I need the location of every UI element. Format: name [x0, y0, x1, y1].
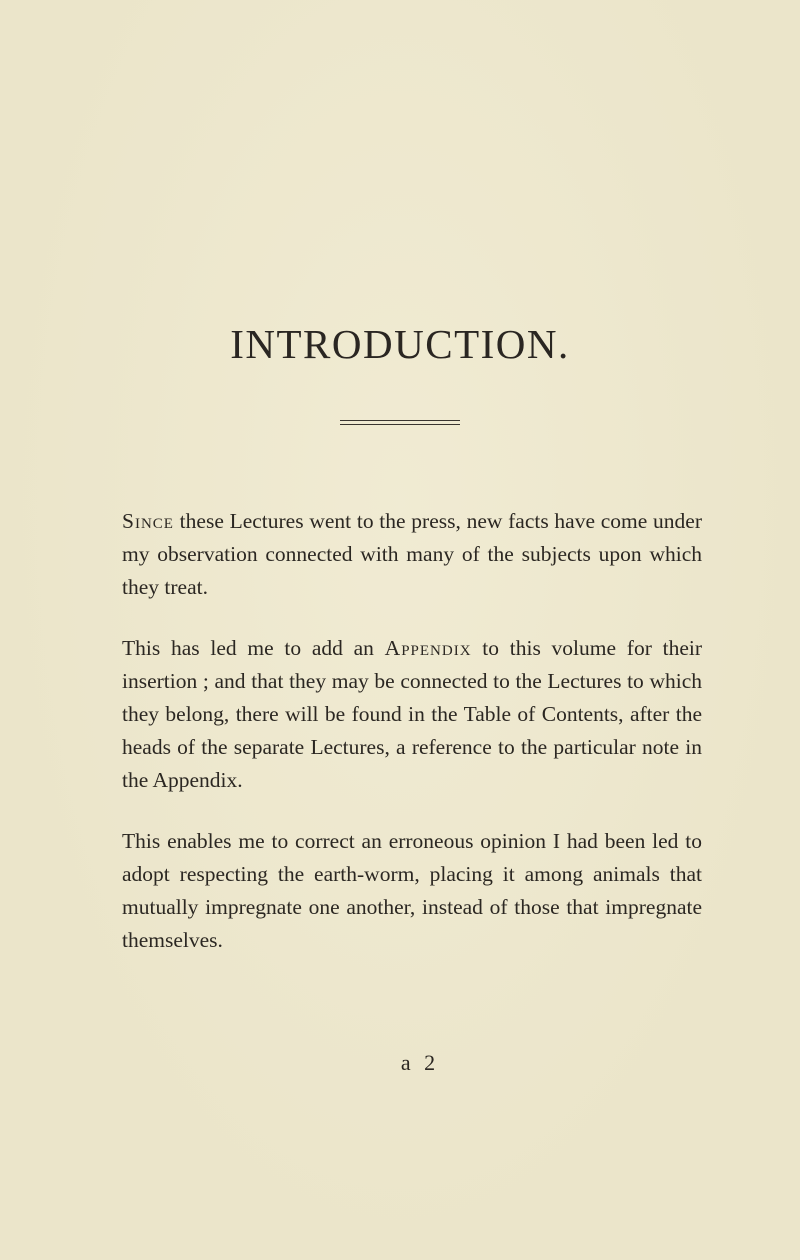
paragraph-1 [122, 505, 702, 604]
paragraph-2-before: This has led me to add an [122, 636, 385, 660]
body-text [122, 505, 702, 985]
paragraph-2-appendix: Appendix [384, 636, 472, 660]
paragraph-1-text: these Lectures went to the press, new facts have come under my observation connected with many of the subjects upon which they treat. [122, 509, 702, 599]
title-double-rule [340, 420, 460, 425]
paragraph-3 [122, 825, 702, 957]
paragraph-3-text: This enables me to correct an erroneous opinion I had been led to adopt respecting the earth-worm, placing it among animals that mutually impregnate one another, instead of those that impregnate themselves. [122, 829, 702, 952]
signature-mark: a 2 [400, 1050, 440, 1075]
paragraph-2 [122, 632, 702, 797]
paragraph-1-lead: Since [122, 509, 174, 533]
page-title: INTRODUCTION. [230, 321, 570, 367]
paragraph-2-after: to this volume for their insertion ; and that they may be connected to the Lectures to which they belong, there will be found in the Table of Contents, after the heads of the separate Lectures, a reference to the particular note in the Appendix. [122, 636, 702, 792]
